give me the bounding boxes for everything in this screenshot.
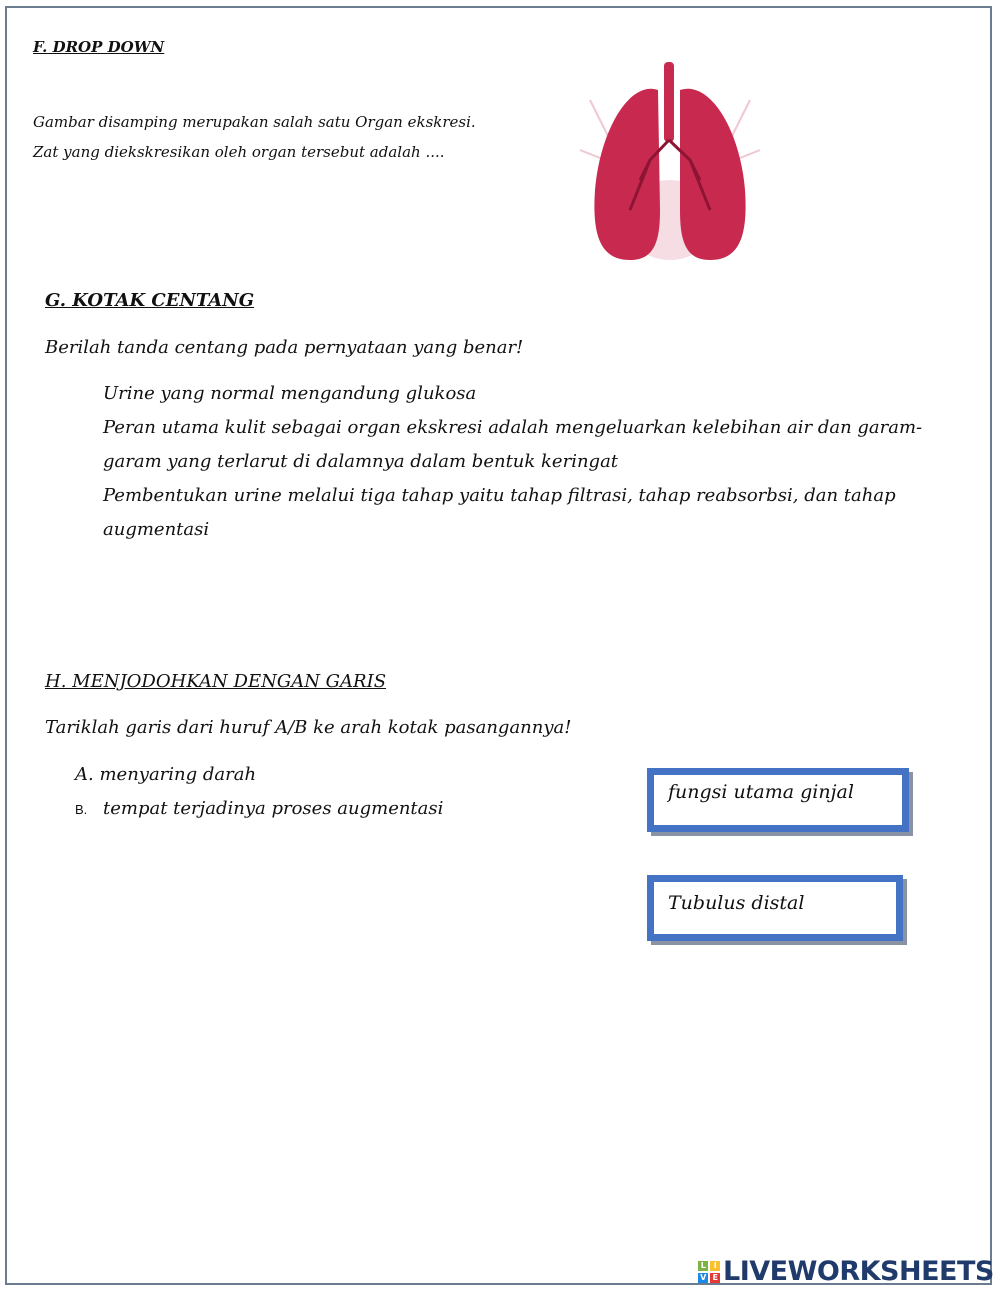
section-f-title: F. DROP DOWN (33, 38, 165, 56)
section-f-text-1: Gambar disamping merupakan salah satu Organ ekskresi. (33, 113, 476, 131)
section-h-title: H. MENJODOHKAN DENGAN GARIS (45, 671, 387, 692)
tile: L (698, 1261, 708, 1271)
tile: V (698, 1273, 708, 1283)
section-h-instruction: Tariklah garis dari huruf A/B ke arah kotak pasangannya! (45, 717, 572, 738)
match-item-b[interactable] (75, 798, 443, 819)
logo-tiles-icon (698, 1261, 720, 1283)
item-text: menyaring darah (99, 764, 257, 785)
tile: E (710, 1273, 720, 1283)
tile: I (710, 1261, 720, 1271)
statement-3[interactable]: Pembentukan urine melalui tiga tahap yaitu tahap filtrasi, tahap reabsorbsi, dan tahap (103, 485, 896, 506)
statement-2[interactable]: Peran utama kulit sebagai organ ekskresi adalah mengeluarkan kelebihan air dan garam- (103, 417, 923, 438)
section-g-title: G. KOTAK CENTANG (45, 290, 255, 311)
section-g-instruction: Berilah tanda centang pada pernyataan yang benar! (45, 337, 524, 358)
item-letter: B. (75, 802, 88, 817)
liveworksheets-logo (698, 1256, 994, 1287)
statement-3-cont: augmentasi (103, 519, 210, 540)
section-f-text-2: Zat yang diekskresikan oleh organ tersebut adalah .... (33, 143, 445, 161)
match-box-2[interactable]: Tubulus distal (647, 875, 903, 941)
match-item-a[interactable] (75, 764, 256, 785)
match-box-1[interactable]: fungsi utama ginjal (647, 768, 909, 832)
logo-text: LIVEWORKSHEETS (723, 1256, 994, 1287)
statement-1[interactable]: Urine yang normal mengandung glukosa (103, 383, 477, 404)
page-frame (5, 6, 992, 1285)
statement-2-cont: garam yang terlarut di dalamnya dalam bentuk keringat (103, 451, 619, 472)
item-letter: A. (75, 764, 94, 785)
lungs-image (570, 60, 770, 270)
item-text: tempat terjadinya proses augmentasi (103, 798, 444, 819)
